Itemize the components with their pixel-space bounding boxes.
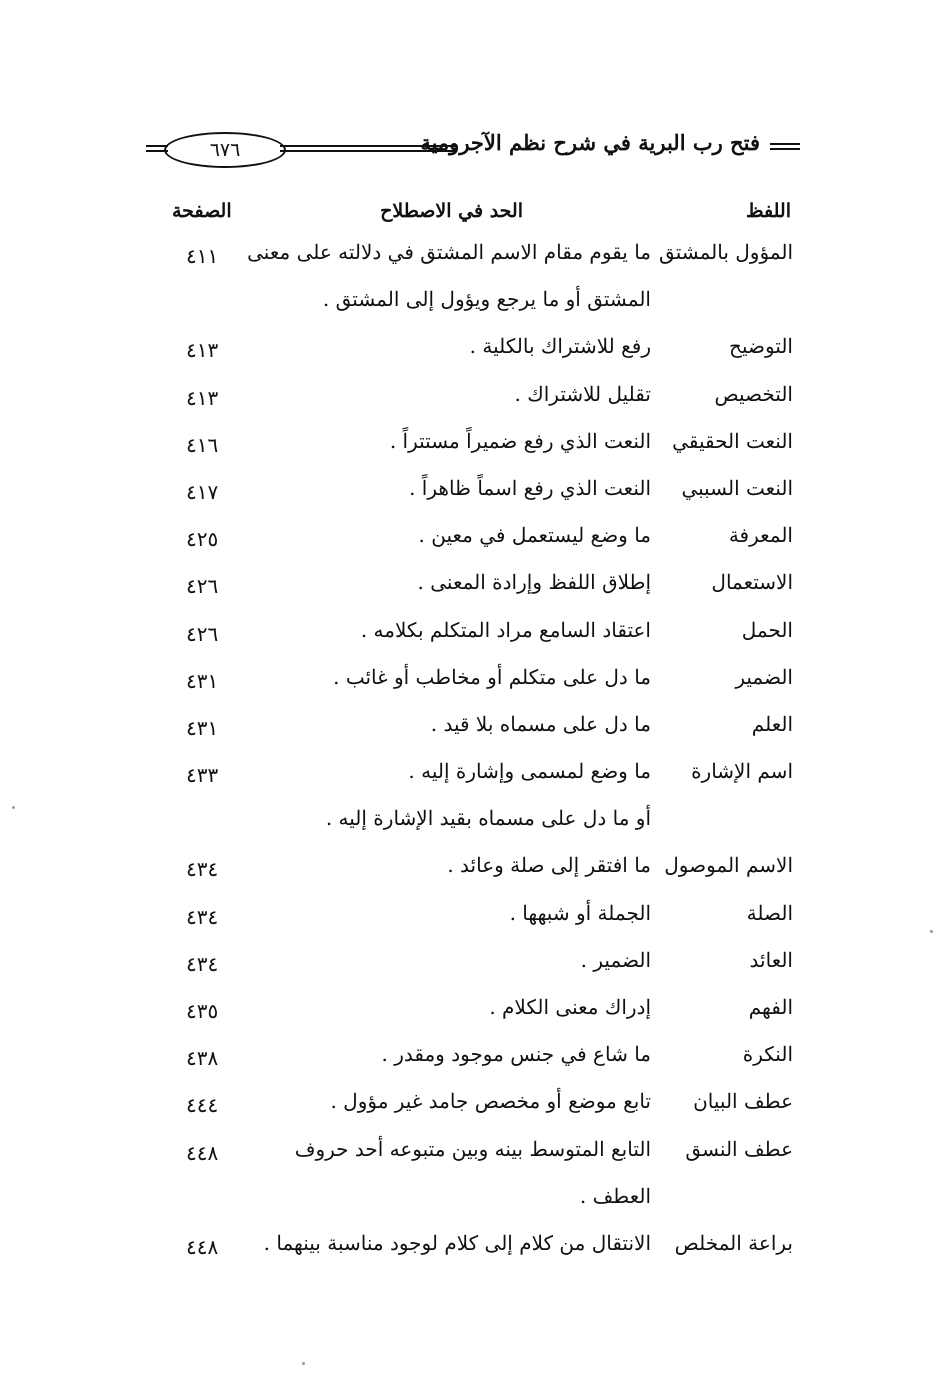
page-header [140, 124, 800, 168]
glossary-table [0, 236, 943, 1274]
row-term: النعت الحقيقي [672, 428, 793, 453]
row-page: ٤١٣ [186, 338, 219, 363]
row-term: عطف البيان [693, 1089, 793, 1114]
row-page: ٤٣٤ [186, 951, 219, 976]
row-term: النكرة [742, 1042, 793, 1067]
row-definition: إدراك معنى الكلام . [489, 995, 651, 1019]
row-term: الفهم [748, 995, 793, 1019]
row-term: اسم الإشارة [691, 759, 793, 784]
table-row [0, 1085, 943, 1132]
row-definition: الضمير . [580, 947, 651, 972]
table-row [0, 1227, 943, 1274]
header-ornament-right [770, 143, 800, 150]
row-definition: ما وضع لمسمى وإشارة إليه . [408, 759, 651, 784]
row-page: ٤٣١ [186, 715, 219, 740]
row-page: ٤١٣ [186, 385, 219, 410]
row-definition: النعت الذي رفع ضميراً مستتراً . [389, 428, 651, 453]
table-row [0, 802, 943, 849]
row-definition: ما شاع في جنس موجود ومقدر . [381, 1042, 651, 1067]
scan-speck [930, 930, 933, 933]
row-page: ٤١٦ [186, 432, 219, 457]
row-page: ٤٤٨ [186, 1234, 219, 1259]
table-row [0, 236, 943, 283]
row-term: براعة المخلص [674, 1230, 793, 1255]
book-title: فتح رب البرية في شرح نظم الآجرومية [420, 130, 760, 155]
table-row [0, 614, 943, 661]
row-term: الصلة [746, 900, 793, 925]
table-row [0, 661, 943, 708]
row-definition: ما يقوم مقام الاسم المشتق في دلالته على معنى [247, 240, 651, 264]
page-number: ٦٧٦ [164, 132, 286, 168]
row-definition: الجملة أو شبهها . [509, 900, 651, 925]
column-header-term: اللفظ [745, 200, 791, 222]
table-row [0, 283, 943, 330]
table-row [0, 849, 943, 896]
column-header-page: الصفحة [172, 200, 232, 222]
row-term: الحمل [741, 617, 793, 642]
row-term: الاستعمال [711, 570, 793, 595]
row-page: ٤٣٣ [186, 763, 219, 788]
row-definition: إطلاق اللفظ وإرادة المعنى . [417, 570, 651, 595]
row-term: العائد [749, 947, 793, 972]
table-row [0, 519, 943, 566]
row-term: العلم [751, 711, 793, 736]
table-row [0, 1180, 943, 1227]
row-definition: رفع للاشتراك بالكلية . [469, 334, 651, 359]
row-term: الضمير [735, 664, 793, 689]
table-row [0, 1133, 943, 1180]
header-rule [280, 145, 456, 152]
table-row [0, 330, 943, 377]
row-term: النعت السببي [681, 475, 793, 500]
header-ornament-left [146, 145, 168, 152]
row-term: المعرفة [728, 523, 793, 548]
table-row [0, 897, 943, 944]
row-page: ٤٤٤ [186, 1093, 219, 1118]
row-definition: تقليل للاشتراك . [514, 381, 651, 406]
table-row [0, 755, 943, 802]
row-definition: الانتقال من كلام إلى كلام لوجود مناسبة بينهما . [263, 1230, 651, 1255]
row-page: ٤٣٥ [186, 999, 219, 1023]
row-page: ٤٢٦ [186, 621, 219, 646]
row-definition: تابع موضع أو مخصص جامد غير مؤول . [330, 1089, 651, 1114]
row-definition: النعت الذي رفع اسماً ظاهراً . [409, 475, 651, 500]
table-row [0, 378, 943, 425]
row-definition: المشتق أو ما يرجع ويؤول إلى المشتق . [322, 287, 651, 312]
row-page: ٤٢٦ [186, 574, 219, 599]
row-definition: ما دل على متكلم أو مخاطب أو غائب . [333, 664, 651, 689]
row-term: التخصيص [714, 381, 793, 406]
table-row [0, 944, 943, 991]
table-row [0, 472, 943, 519]
scan-speck [302, 1362, 305, 1365]
row-definition: ما وضع ليستعمل في معين . [418, 523, 651, 548]
row-page: ٤٤٨ [186, 1140, 219, 1165]
table-row [0, 708, 943, 755]
row-term: الاسم الموصول [664, 853, 793, 878]
scan-speck [12, 806, 15, 809]
row-term: التوضيح [729, 334, 793, 359]
row-term: المؤول بالمشتق [659, 240, 793, 264]
table-row [0, 1038, 943, 1085]
row-definition: أو ما دل على مسماه بقيد الإشارة إليه . [325, 806, 651, 831]
table-row [0, 425, 943, 472]
row-page: ٤٣١ [186, 668, 219, 693]
row-page: ٤٢٥ [186, 527, 219, 552]
row-term: عطف النسق [685, 1136, 793, 1161]
row-page: ٤١٧ [186, 479, 219, 504]
row-page: ٤٣٤ [186, 904, 219, 929]
row-definition: التابع المتوسط بينه وبين متبوعه أحد حروف [294, 1136, 651, 1161]
row-page: ٤٣٤ [186, 857, 219, 882]
row-definition: اعتقاد السامع مراد المتكلم بكلامه . [360, 617, 651, 642]
row-page: ٤٣٨ [186, 1046, 219, 1071]
column-header-definition: الحد في الاصطلاح [380, 200, 523, 222]
row-definition: ما دل على مسماه بلا قيد . [430, 711, 651, 736]
row-page: ٤١١ [186, 244, 219, 268]
table-row [0, 991, 943, 1038]
row-definition: العطف . [579, 1183, 651, 1208]
row-definition: ما افتقر إلى صلة وعائد . [447, 853, 651, 878]
table-row [0, 566, 943, 613]
